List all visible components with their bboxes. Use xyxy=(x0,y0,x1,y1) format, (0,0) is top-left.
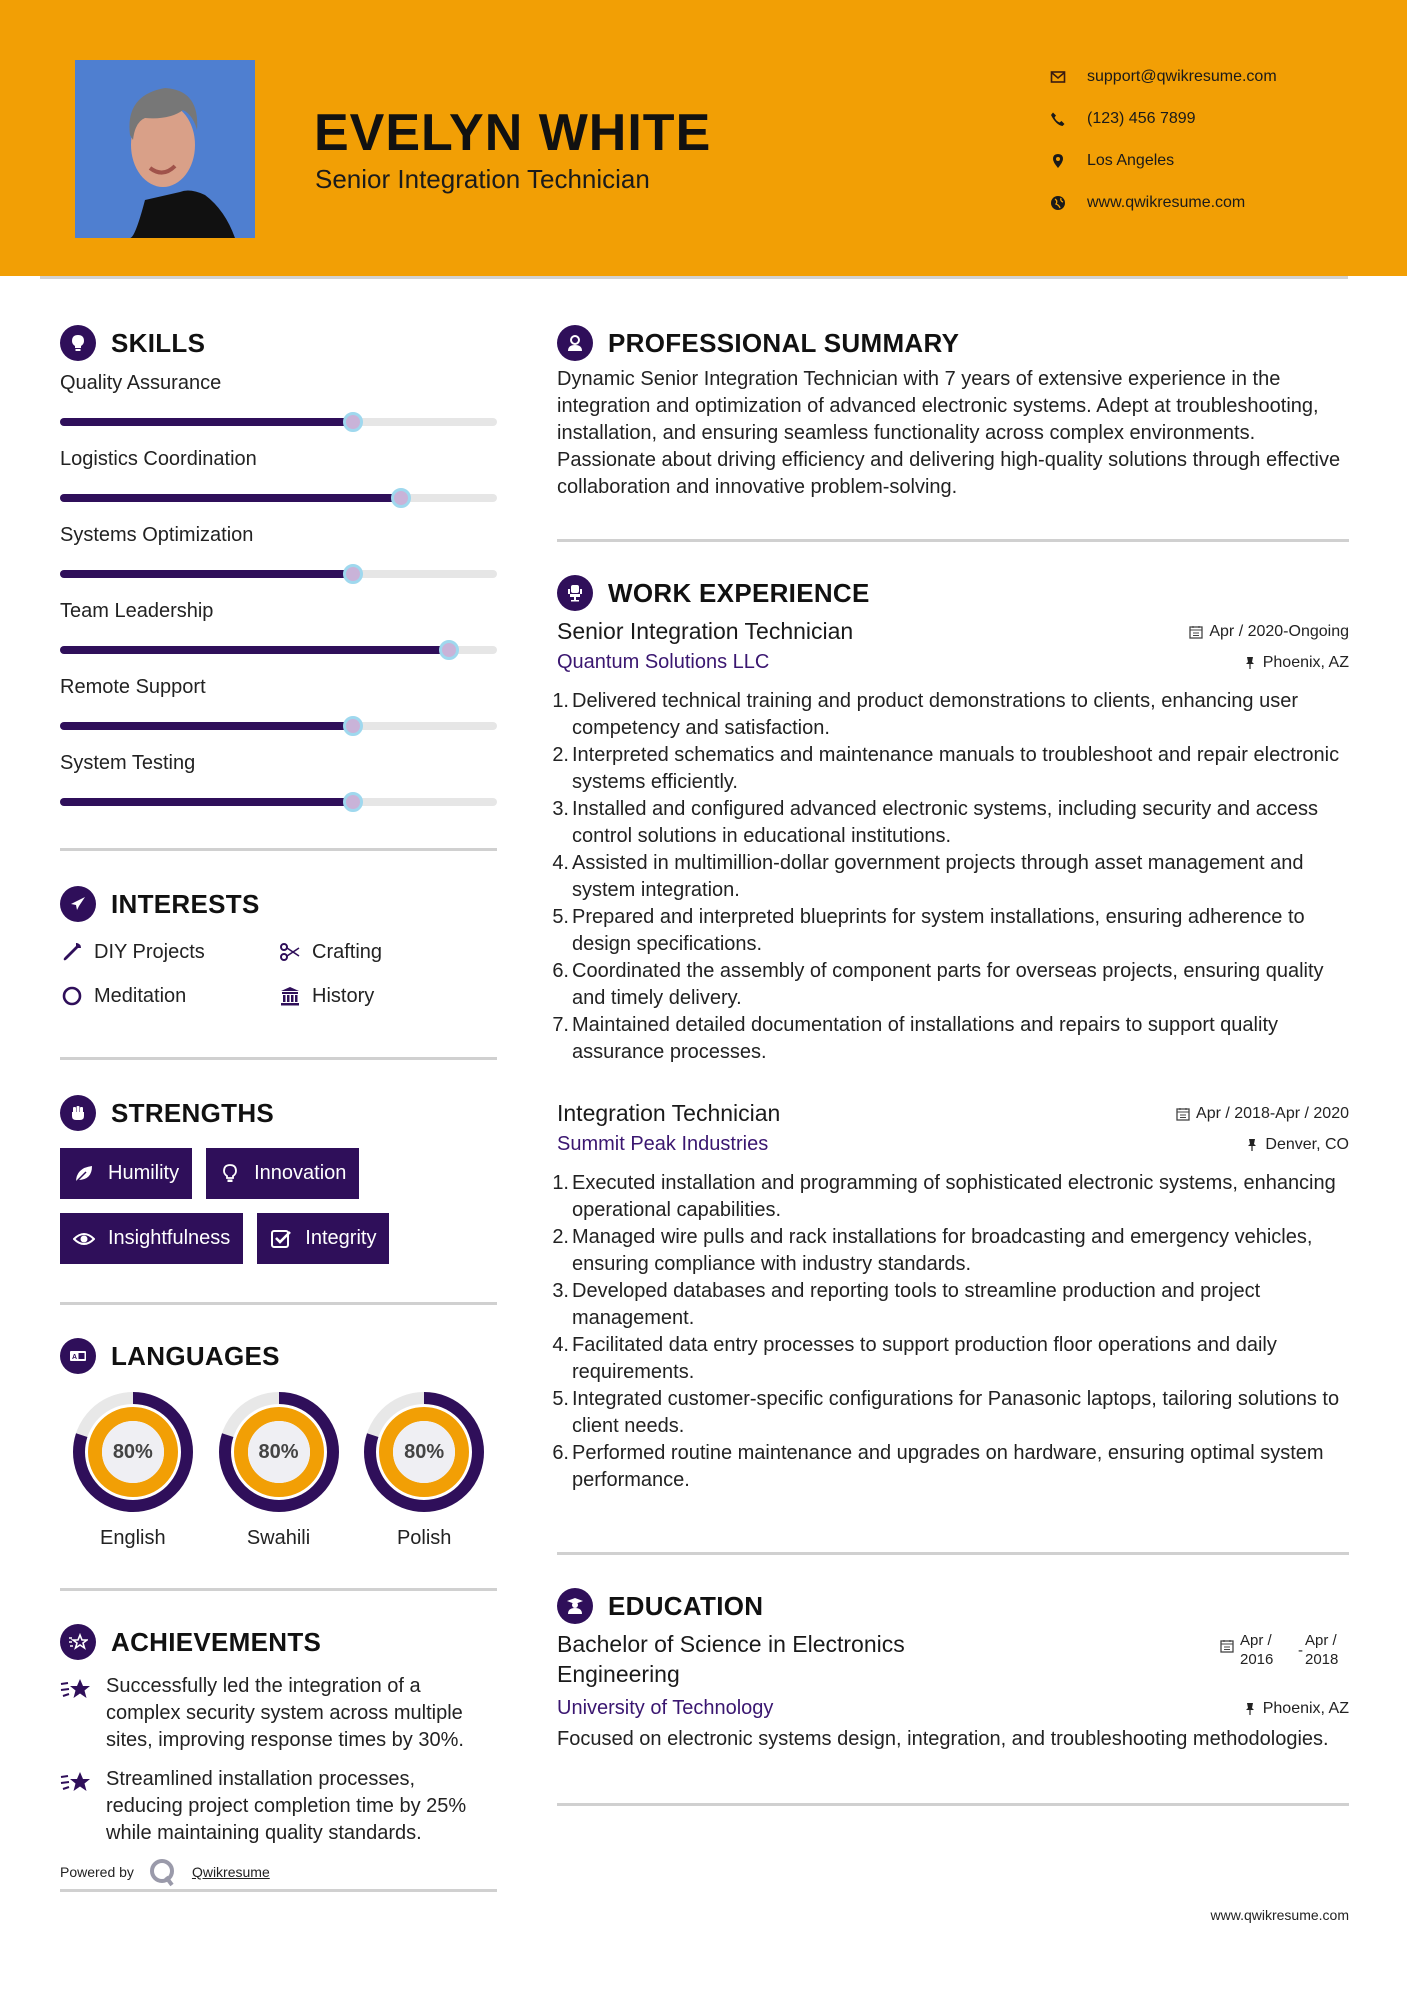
interest-item xyxy=(278,937,496,967)
education-header xyxy=(557,1629,1349,1689)
interest-item xyxy=(278,981,496,1011)
shooting-star-icon xyxy=(60,1624,96,1660)
interest-label: DIY Projects xyxy=(94,940,205,963)
candidate-name: EVELYN WHITE xyxy=(314,104,712,162)
skill-fill xyxy=(60,722,353,730)
header-divider xyxy=(40,276,1348,279)
graduate-icon xyxy=(557,1588,593,1624)
svg-text:A: A xyxy=(72,1354,78,1361)
interests-title: INTERESTS xyxy=(111,888,260,919)
skill-fill xyxy=(60,798,353,806)
footer-divider xyxy=(60,1889,497,1892)
education-description: Focused on electronic systems design, integration, and troubleshooting methodologies. xyxy=(557,1728,1329,1750)
skill-fill xyxy=(60,418,353,426)
museum-icon xyxy=(278,984,302,1008)
powered-by-label: Powered by xyxy=(60,1864,134,1880)
skill-knob xyxy=(439,640,459,660)
shooting-star-icon xyxy=(60,1673,94,1754)
section-divider xyxy=(60,1588,497,1591)
language-label: Polish xyxy=(396,1527,452,1549)
skill-item xyxy=(60,746,497,822)
achievement-item xyxy=(60,1673,497,1754)
location-text: Los Angeles xyxy=(1087,152,1175,169)
job-bullet: 2. Interpreted schematics and maintenance manuals to troubleshoot and repair electronic systems efficiently. xyxy=(557,742,1349,796)
bullet-text: Interpreted schematics and maintenance manuals to troubleshoot and repair electronic systems efficiently. xyxy=(572,744,1340,793)
skill-fill xyxy=(60,494,401,502)
job-entry xyxy=(552,618,1349,1066)
interests-heading xyxy=(60,881,497,927)
circle-icon xyxy=(60,984,84,1008)
skill-track xyxy=(60,418,497,426)
education-degree: Bachelor of Science in Electronics Engineering xyxy=(557,1631,905,1687)
job-subheader xyxy=(557,1133,1349,1156)
job-header xyxy=(557,1100,1349,1127)
interest-item xyxy=(60,981,278,1011)
job-dates xyxy=(1176,1105,1349,1123)
experience-title: WORK EXPERIENCE xyxy=(608,577,870,608)
skill-knob xyxy=(343,412,363,432)
skill-track xyxy=(60,570,497,578)
footer-divider xyxy=(557,1803,1349,1806)
education-location-text: Phoenix, AZ xyxy=(1262,1699,1349,1717)
bullet-text: Performed routine maintenance and upgrades on hardware, ensuring optimal system performance. xyxy=(572,1442,1324,1491)
skill-label: Systems Optimization xyxy=(60,524,254,546)
map-marker-icon xyxy=(1048,152,1068,170)
education-start: Apr / 2016 xyxy=(1240,1632,1274,1668)
job-dates-text: Apr / 2020-Ongoing xyxy=(1209,622,1349,640)
skills-title: SKILLS xyxy=(111,327,206,358)
job-company: Quantum Solutions LLC xyxy=(557,651,770,673)
job-subheader xyxy=(557,651,1349,674)
job-bullet: 1. Executed installation and programming of sophisticated electronic systems, enhancing operational capabilities. xyxy=(557,1170,1349,1224)
language-donut xyxy=(218,1391,340,1513)
job-location-text: Phoenix, AZ xyxy=(1262,653,1349,671)
job-bullet: 3. Developed databases and reporting tools to streamline production and project management. xyxy=(557,1278,1349,1332)
paper-plane-icon xyxy=(60,886,96,922)
strength-label: Insightfulness xyxy=(108,1227,231,1249)
languages-list xyxy=(60,1391,497,1550)
skill-item xyxy=(60,518,497,594)
skills-heading xyxy=(60,320,497,366)
strengths-list xyxy=(60,1148,497,1264)
job-bullets xyxy=(552,1170,1349,1494)
interests-section xyxy=(60,881,497,1011)
skills-section xyxy=(60,320,497,822)
skill-label: Quality Assurance xyxy=(60,372,222,394)
skill-item xyxy=(60,442,497,518)
skill-track xyxy=(60,646,497,654)
section-divider xyxy=(60,848,497,851)
language-label: Swahili xyxy=(246,1527,311,1549)
scissors-icon xyxy=(278,940,302,964)
language-donut xyxy=(363,1391,485,1513)
job-bullet: 3. Installed and configured advanced electronic systems, including security and access control solutions in educational institutions. xyxy=(557,796,1349,850)
job-entry xyxy=(552,1100,1349,1494)
contact-location xyxy=(1048,140,1277,182)
section-divider xyxy=(60,1057,497,1060)
job-dates xyxy=(1189,623,1349,641)
summary-heading xyxy=(557,320,1349,366)
leaf-icon xyxy=(73,1163,95,1185)
job-bullet: 2. Managed wire pulls and rack installations for broadcasting and emergency vehicles, ensuring compliance with industry standards. xyxy=(557,1224,1349,1278)
interest-label: Crafting xyxy=(312,940,383,963)
skill-knob xyxy=(391,488,411,508)
job-bullet: 1. Delivered technical training and product demonstrations to clients, enhancing user competency and satisfaction. xyxy=(557,688,1349,742)
skill-label: Logistics Coordination xyxy=(60,448,257,470)
contact-phone[interactable] xyxy=(1048,98,1277,140)
summary-title: PROFESSIONAL SUMMARY xyxy=(608,327,960,358)
bullet-text: Delivered technical training and product demonstrations to clients, enhancing user competency and satisfaction. xyxy=(572,690,1298,739)
job-bullet: 4. Assisted in multimillion-dollar government projects through asset management and system integration. xyxy=(557,850,1349,904)
job-location-text: Denver, CO xyxy=(1265,1135,1349,1153)
interest-label: History xyxy=(312,984,375,1007)
strengths-section xyxy=(60,1090,497,1264)
calendar-icon xyxy=(1189,625,1203,639)
pushpin-icon xyxy=(1243,656,1257,670)
languages-heading xyxy=(60,1333,497,1379)
globe-icon xyxy=(1048,194,1068,212)
skill-knob xyxy=(343,564,363,584)
fist-icon xyxy=(60,1095,96,1131)
skill-item xyxy=(60,670,497,746)
left-column xyxy=(60,320,497,1892)
bullet-text: Assisted in multimillion-dollar government projects through asset management and system integration. xyxy=(572,852,1304,901)
language-item xyxy=(351,1391,497,1550)
wrench-icon xyxy=(60,940,84,964)
achievements-section xyxy=(60,1619,497,1847)
interests-list xyxy=(60,937,497,1011)
envelope-icon xyxy=(1048,68,1068,86)
achievement-text: Streamlined installation processes, reducing project completion time by 25% while maintaining quality standards. xyxy=(106,1768,467,1844)
strength-label: Integrity xyxy=(305,1227,377,1249)
qwikresume-link[interactable]: Qwikresume xyxy=(191,1864,270,1880)
office-chair-icon xyxy=(557,575,593,611)
pushpin-icon xyxy=(1245,1138,1259,1152)
interest-item xyxy=(60,937,278,967)
portrait-image xyxy=(75,60,255,238)
footer-website-link[interactable]: www.qwikresume.com xyxy=(1210,1907,1349,1923)
skill-fill xyxy=(60,646,449,654)
skill-track xyxy=(60,722,497,730)
bullet-text: Prepared and interpreted blueprints for system installations, ensuring adherence to design specifications. xyxy=(572,906,1305,955)
qwikresume-logo-icon xyxy=(148,1857,178,1887)
phone-icon xyxy=(1048,110,1068,128)
languages-section xyxy=(60,1333,497,1550)
bullet-text: Maintained detailed documentation of installations and repairs to support quality assurance processes. xyxy=(572,1014,1278,1063)
strength-tag xyxy=(60,1148,192,1199)
contact-website[interactable] xyxy=(1048,182,1277,224)
job-dates-text: Apr / 2018-Apr / 2020 xyxy=(1196,1104,1349,1122)
language-percent: 80% xyxy=(258,1440,299,1463)
phone-text: (123) 456 7899 xyxy=(1087,110,1196,127)
languages-title: LANGUAGES xyxy=(111,1340,280,1371)
education-section xyxy=(557,1583,1349,1753)
education-heading xyxy=(557,1583,1349,1629)
job-bullet: 6. Coordinated the assembly of component parts for overseas projects, ensuring quality and timely delivery. xyxy=(557,958,1349,1012)
strengths-heading xyxy=(60,1090,497,1136)
achievements-title: ACHIEVEMENTS xyxy=(111,1626,322,1657)
skill-track xyxy=(60,798,497,806)
job-bullet: 5. Integrated customer-specific configurations for Panasonic laptops, tailoring solutions to client needs. xyxy=(557,1386,1349,1440)
skill-item xyxy=(60,366,497,442)
language-percent: 80% xyxy=(112,1440,153,1463)
calendar-icon xyxy=(1176,1107,1190,1121)
skill-knob xyxy=(343,716,363,736)
website-text: www.qwikresume.com xyxy=(1087,194,1246,211)
job-bullets xyxy=(552,688,1349,1066)
skill-label: System Testing xyxy=(60,752,196,774)
job-bullet: 6. Performed routine maintenance and upgrades on hardware, ensuring optimal system performance. xyxy=(557,1440,1349,1494)
strength-label: Innovation xyxy=(254,1162,347,1184)
email-text: support@qwikresume.com xyxy=(1087,68,1277,85)
right-column xyxy=(552,320,1349,1806)
bullet-text: Coordinated the assembly of component parts for overseas projects, ensuring quality and timely delivery. xyxy=(572,960,1324,1009)
education-dates xyxy=(1220,1629,1349,1669)
education-end: Apr / 2018 xyxy=(1305,1632,1339,1668)
job-company: Summit Peak Industries xyxy=(557,1133,769,1155)
strength-tag xyxy=(60,1213,243,1264)
skill-fill xyxy=(60,570,353,578)
user-icon xyxy=(557,325,593,361)
date-separator: - xyxy=(1298,1642,1303,1659)
strength-tag xyxy=(206,1148,359,1199)
job-role: Integration Technician xyxy=(557,1100,781,1126)
achievement-item xyxy=(60,1766,497,1847)
bullet-text: Facilitated data entry processes to support production floor operations and daily requirements. xyxy=(572,1334,1277,1383)
job-role: Senior Integration Technician xyxy=(557,618,854,644)
skill-label: Team Leadership xyxy=(60,600,214,622)
achievement-text: Successfully led the integration of a complex security system across multiple sites, improving response times by 30%. xyxy=(106,1675,464,1751)
bullet-text: Developed databases and reporting tools to streamline production and project management. xyxy=(572,1280,1261,1329)
job-bullet: 7. Maintained detailed documentation of installations and repairs to support quality assurance processes. xyxy=(557,1012,1349,1066)
job-location xyxy=(1243,654,1349,672)
job-location xyxy=(1245,1136,1349,1154)
section-divider xyxy=(557,539,1349,542)
contact-email[interactable] xyxy=(1048,56,1277,98)
education-title: EDUCATION xyxy=(608,1590,764,1621)
pushpin-icon xyxy=(1243,1702,1257,1716)
strengths-title: STRENGTHS xyxy=(111,1097,275,1128)
lightbulb-icon xyxy=(60,325,96,361)
language-item xyxy=(60,1391,206,1550)
section-divider xyxy=(557,1552,1349,1555)
section-divider xyxy=(60,1302,497,1305)
skill-label: Remote Support xyxy=(60,676,206,698)
language-donut xyxy=(72,1391,194,1513)
summary-section xyxy=(557,320,1349,501)
strength-label: Humility xyxy=(108,1162,180,1184)
calendar-icon xyxy=(1220,1639,1234,1653)
eye-icon xyxy=(73,1228,95,1250)
shooting-star-icon xyxy=(60,1766,94,1847)
summary-text: Dynamic Senior Integration Technician with 7 years of extensive experience in the integration and optimization of advanced electronic systems. Adept at troubleshooting, installation, and ensuring seamless functionality across complex environments. Passionate about driving efficiency and delivering high-quality solutions through effective collaboration and innovative problem-solving. xyxy=(557,368,1341,498)
strength-tag xyxy=(257,1213,389,1264)
achievements-heading xyxy=(60,1619,497,1665)
job-bullet: 4. Facilitated data entry processes to support production floor operations and daily requirements. xyxy=(557,1332,1349,1386)
powered-by xyxy=(60,1859,497,1885)
checkbox-icon xyxy=(270,1228,292,1250)
experience-section xyxy=(552,570,1349,1494)
language-label: English xyxy=(100,1527,166,1549)
bullet-text: Integrated customer-specific configurations for Panasonic laptops, tailoring solutions to client needs. xyxy=(572,1388,1340,1437)
resume-header xyxy=(0,0,1407,276)
candidate-title: Senior Integration Technician xyxy=(315,164,650,194)
contact-list xyxy=(1048,56,1277,224)
skill-knob xyxy=(343,792,363,812)
bullet-text: Installed and configured advanced electronic systems, including security and access control solutions in educational institutions. xyxy=(572,798,1318,847)
language-icon xyxy=(60,1338,96,1374)
lightbulb-icon xyxy=(219,1163,241,1185)
interest-label: Meditation xyxy=(94,984,187,1007)
skill-track xyxy=(60,494,497,502)
profile-photo xyxy=(75,60,255,238)
bullet-text: Executed installation and programming of sophisticated electronic systems, enhancing operational capabilities. xyxy=(572,1172,1336,1221)
language-item xyxy=(206,1391,352,1550)
bullet-text: Managed wire pulls and rack installations for broadcasting and emergency vehicles, ensuring compliance with industry standards. xyxy=(572,1226,1313,1275)
experience-heading xyxy=(557,570,1349,616)
skill-item xyxy=(60,594,497,670)
language-percent: 80% xyxy=(404,1440,445,1463)
education-location xyxy=(1243,1700,1349,1718)
education-subheader xyxy=(557,1697,1349,1720)
job-header xyxy=(557,618,1349,645)
education-school: University of Technology xyxy=(557,1697,774,1719)
job-bullet: 5. Prepared and interpreted blueprints for system installations, ensuring adherence to design specifications. xyxy=(557,904,1349,958)
